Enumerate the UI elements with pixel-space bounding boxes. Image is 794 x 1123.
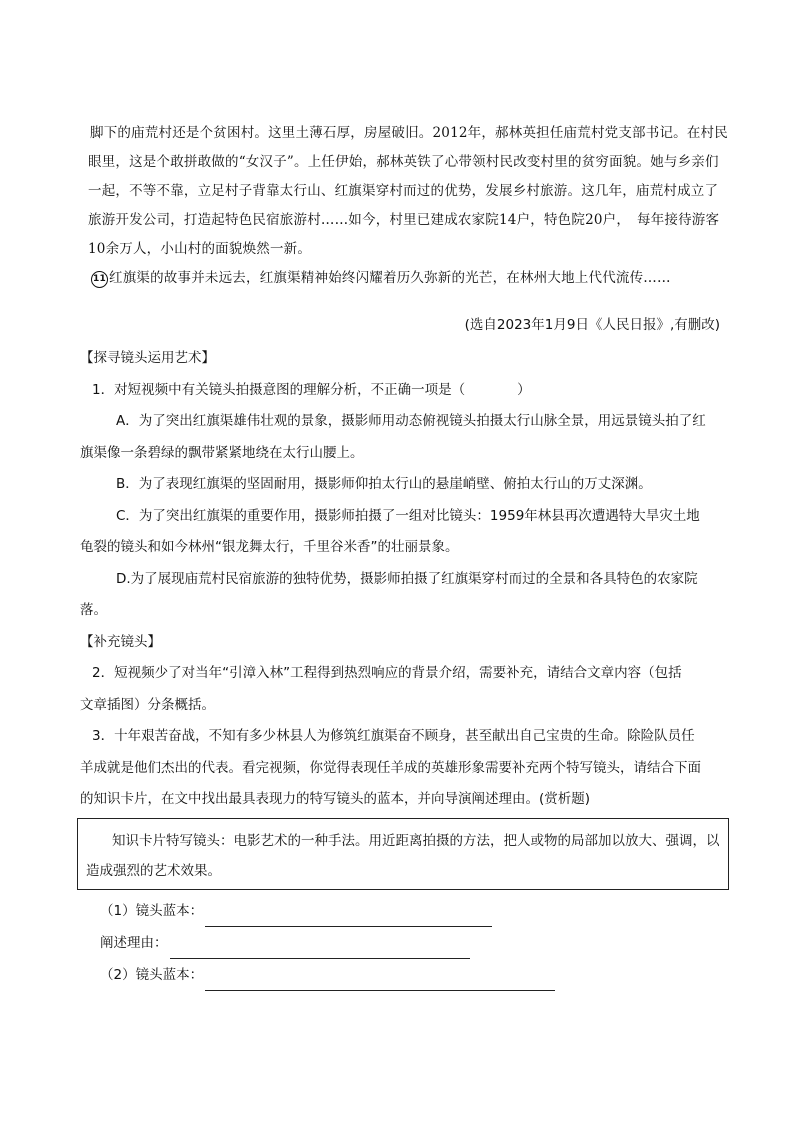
question-2: 2．短视频少了对当年“引漳入林”工程得到热烈响应的背景介绍，需要补充，请结合文章内容（包括 [92, 665, 682, 681]
questions-section [76, 343, 736, 816]
question-3-continued-1: 羊成就是他们杰出的代表。看完视频，你觉得表现任羊成的英雄形象需要补充两个特写镜头，请结合下面 [80, 759, 701, 776]
answer-label-1: （1）镜头蓝本： [100, 903, 204, 919]
paragraph-number-circle: 11 [91, 271, 108, 288]
option-a: A．为了突出红旗渠雄伟壮观的景象，摄影师用动态俯视镜头拍摄太行山脉全景，用远景镜头拍了红 [116, 413, 706, 429]
question-2-continued: 文章插图）分条概括。 [80, 696, 215, 713]
option-d: D.为了展现庙荒村民宿旅游的独特优势，摄影师拍摄了红旗渠穿村而过的全景和各具特色的农家院 [116, 570, 698, 587]
answer-row-3 [100, 959, 555, 991]
question-3: 3．十年艰苦奋战，不知有多少林县人为修筑红旗渠奋不顾身，甚至献出自己宝贵的生命。除险队员任 [92, 728, 695, 744]
knowledge-card: 知识卡片特写镜头：电影艺术的一种手法。用近距离拍摄的方法，把人或物的局部加以放大、强调，以造成强烈的艺术效果。 [77, 818, 729, 890]
answer-row-1 [100, 895, 555, 927]
answer-area [100, 895, 555, 991]
option-c: C．为了突出红旗渠的重要作用，摄影师拍摄了一组对比镜头：1959年林县再次遭遇特大旱灾土地 [116, 507, 700, 524]
question-3-continued-2: 的知识卡片，在文中找出最具表现力的特写镜头的蓝本，并向导演阐述理由。(赏析题) [80, 791, 591, 807]
reading-passage [88, 119, 728, 293]
source-citation: (选自2023年1月9日《人民日报》,有删改) [464, 317, 720, 333]
answer-line-2[interactable] [170, 937, 470, 959]
answer-line-1[interactable] [205, 905, 492, 927]
answer-label-2: 阐述理由： [100, 935, 168, 951]
option-c-continued: 龟裂的镜头和如今林州“银龙舞太行，千里谷米香”的壮丽景象。 [80, 539, 459, 555]
answer-line-3[interactable] [205, 969, 555, 991]
section-heading-lens-art: 【探寻镜头运用艺术】 [80, 350, 215, 366]
option-a-continued: 旗渠像一条碧绿的飘带紧紧地绕在太行山腰上。 [80, 444, 364, 461]
answer-label-3: （2）镜头蓝本： [100, 967, 204, 983]
question-1-stem: 1．对短视频中有关镜头拍摄意图的理解分析，不正确一项是（ [92, 381, 466, 398]
passage-paragraph-11 [88, 264, 728, 293]
option-b: B．为了表现红旗渠的坚固耐用，摄影师仰拍太行山的悬崖峭壁、俯拍太行山的万丈深渊。 [116, 476, 652, 492]
option-d-continued: 落。 [80, 602, 107, 618]
passage-paragraph: 脚下的庙荒村还是个贫困村。这里土薄石厚，房屋破旧。2012年，郝林英担任庙荒村党支部书记。在村民眼里，这是个敢拼敢做的“女汉子”。上任伊始，郝林英铁了心带领村民改变村里的贫穷面貌。她与乡亲们一起，不等不靠，立足村子背靠太行山、红旗渠穿村而过的优势，发展乡村旅游。这几年，庙荒村成立了旅游开发公司，打造起特色民宿旅游村……如今，村里已建成农家院14户，特色院20户， 每年接待游客10余万人，小山村的面貌焕然一新。 [88, 125, 728, 257]
question-1-close: ） [517, 381, 531, 398]
section-heading-supplement: 【补充镜头】 [80, 633, 161, 650]
passage-paragraph-11-text: 红旗渠的故事并未远去，红旗渠精神始终闪耀着历久弥新的光芒，在林州大地上代代流传…… [109, 270, 671, 286]
question-1 [76, 375, 736, 407]
answer-row-2 [100, 927, 555, 959]
